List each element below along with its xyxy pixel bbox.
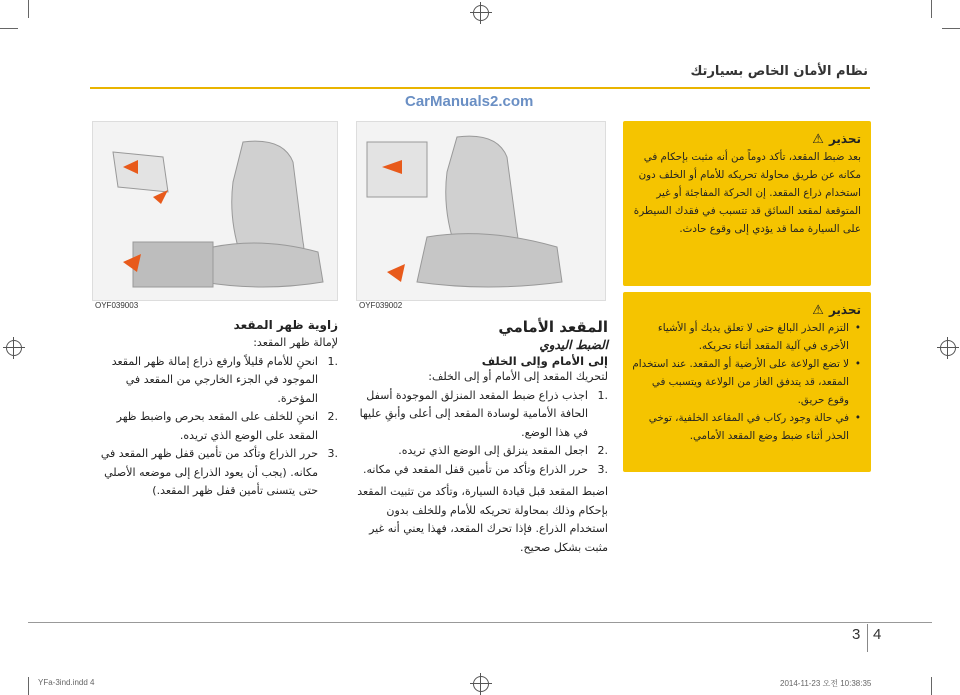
image-caption: OYF039002 [359,301,403,310]
step-number: .2 [597,444,608,457]
section-subheading: إلى الأمام وإلى الخلف [481,354,608,368]
step-number: .1 [597,388,608,402]
steps-list [92,353,338,501]
seat-slide-image [356,121,606,301]
section-title: زاوية ظهر المقعد [233,318,338,332]
warning-box [623,121,871,286]
page-number: 4 [873,626,882,643]
warning-box [623,292,871,472]
crop-mark [28,0,29,18]
warning-text: بعد ضبط المقعد، تأكد دوماً من أنه مثبت بإحكام في مكانه عن طريق محاولة تحريكه للأمام أو الخلف دون استخدام ذراع المقعد. إن الحركة المفاجئة أو غير المتوقعة لمقعد السائق قد تتسبب في فقدك السيطرة على السيارة مما قد يؤدي إلى وقوع حادث. [633,151,861,235]
footer-file-name: YFa-3ind.indd 4 [38,678,95,687]
step-number: .1 [327,354,338,368]
section-note: اضبط المقعد قبل قيادة السيارة، وتأكد من تثبيت المقعد بإحكام وذلك بمحاولة تحريكه للأمام وللخلف بدون استخدام الذراع. فإذا تحرك المقعد، فهذا يعني أنه غير مثبت بشكل صحيح. [357,485,608,554]
registration-mark-right [940,340,956,356]
warning-list-item: • لا تضع الولاعة على الأرضية أو المقعد. عند استخدام المقعد، قد يتدفق الغاز من الولاعة ويتسبب في وقوع حريق. [631,355,861,409]
step-item [352,461,608,480]
crop-mark [931,0,932,18]
section-intro: لإمالة ظهر المقعد: [253,336,338,349]
section-title: المقعد الأمامي [498,318,608,336]
crop-mark [942,28,960,29]
step-number: .3 [597,462,608,476]
warning-list-item: • التزم الحذر البالغ حتى لا تعلق يديك أو الأشياء الأخرى في آلية المقعد أثناء تحريكه. [631,319,861,355]
page-header-title: نظام الأمان الخاص بسيارتك [690,64,868,79]
warning-heading [812,299,861,318]
warning-list [631,319,861,445]
step-item [92,445,338,501]
crop-mark [28,677,29,695]
header-divider [90,87,870,89]
page-number-separator [867,624,868,652]
step-text: انحنِ للخلف على المقعد بحرص واضبط ظهر المقعد على الوضع الذي تريده. [116,410,318,442]
warning-title: تحذير [828,303,861,317]
registration-mark-left [6,340,22,356]
step-item [92,408,338,445]
registration-mark-top [473,5,489,21]
seatback-section [92,318,338,501]
seat-illustration-icon [93,122,337,300]
step-text: انحنِ للأمام قليلاً وارفع ذراع إمالة ظهر المقعد الموجود في الجزء الخارجي من المقعد في المؤخرة. [111,354,318,405]
warning-list-item: • في حالة وجود ركاب في المقاعد الخلفية، توخي الحذر أثناء ضبط وضع المقعد الأمامي. [631,409,861,445]
warning-title: تحذير [828,132,861,146]
step-number: .2 [327,410,338,423]
crop-mark [0,28,18,29]
footer-divider [28,622,932,623]
warning-heading [812,128,861,147]
step-item [352,442,608,461]
seat-recline-image [92,121,338,301]
footer-date: 2014-11-23 오전 10:38:35 [780,679,872,688]
section-subtitle: الضبط اليدوي [539,338,608,352]
front-seat-section [352,318,608,557]
registration-mark-bottom [473,676,489,692]
warning-triangle-icon: ⚠ [812,303,824,318]
step-number: .3 [327,447,338,460]
crop-mark [931,677,932,695]
section-intro: لتحريك المقعد إلى الأمام أو إلى الخلف: [428,370,608,383]
chapter-number: 3 [852,626,861,643]
step-item [92,353,338,409]
watermark: CarManuals2.com [405,93,534,110]
step-text: حرر الذراع وتأكد من تأمين قفل المقعد في مكانه. [362,462,588,476]
warning-triangle-icon: ⚠ [812,132,824,147]
step-text: اجذب ذراع ضبط المقعد المنزلق الموجودة أسفل الحافة الأمامية لوسادة المقعد إلى أعلى وأبقِ عليها في هذا الوضع. [359,388,588,439]
step-text: اجعل المقعد ينزلق إلى الوضع الذي تريده. [398,444,588,457]
steps-list [352,387,608,480]
seat-illustration-icon [357,122,605,300]
step-item [352,387,608,443]
step-text: حرر الذراع وتأكد من تأمين قفل ظهر المقعد في مكانه. (يجب أن يعود الذراع إلى موضعه الأصلي حتى يتسنى تأمين قفل ظهر المقعد.) [100,447,318,497]
image-caption: OYF039003 [95,301,139,310]
